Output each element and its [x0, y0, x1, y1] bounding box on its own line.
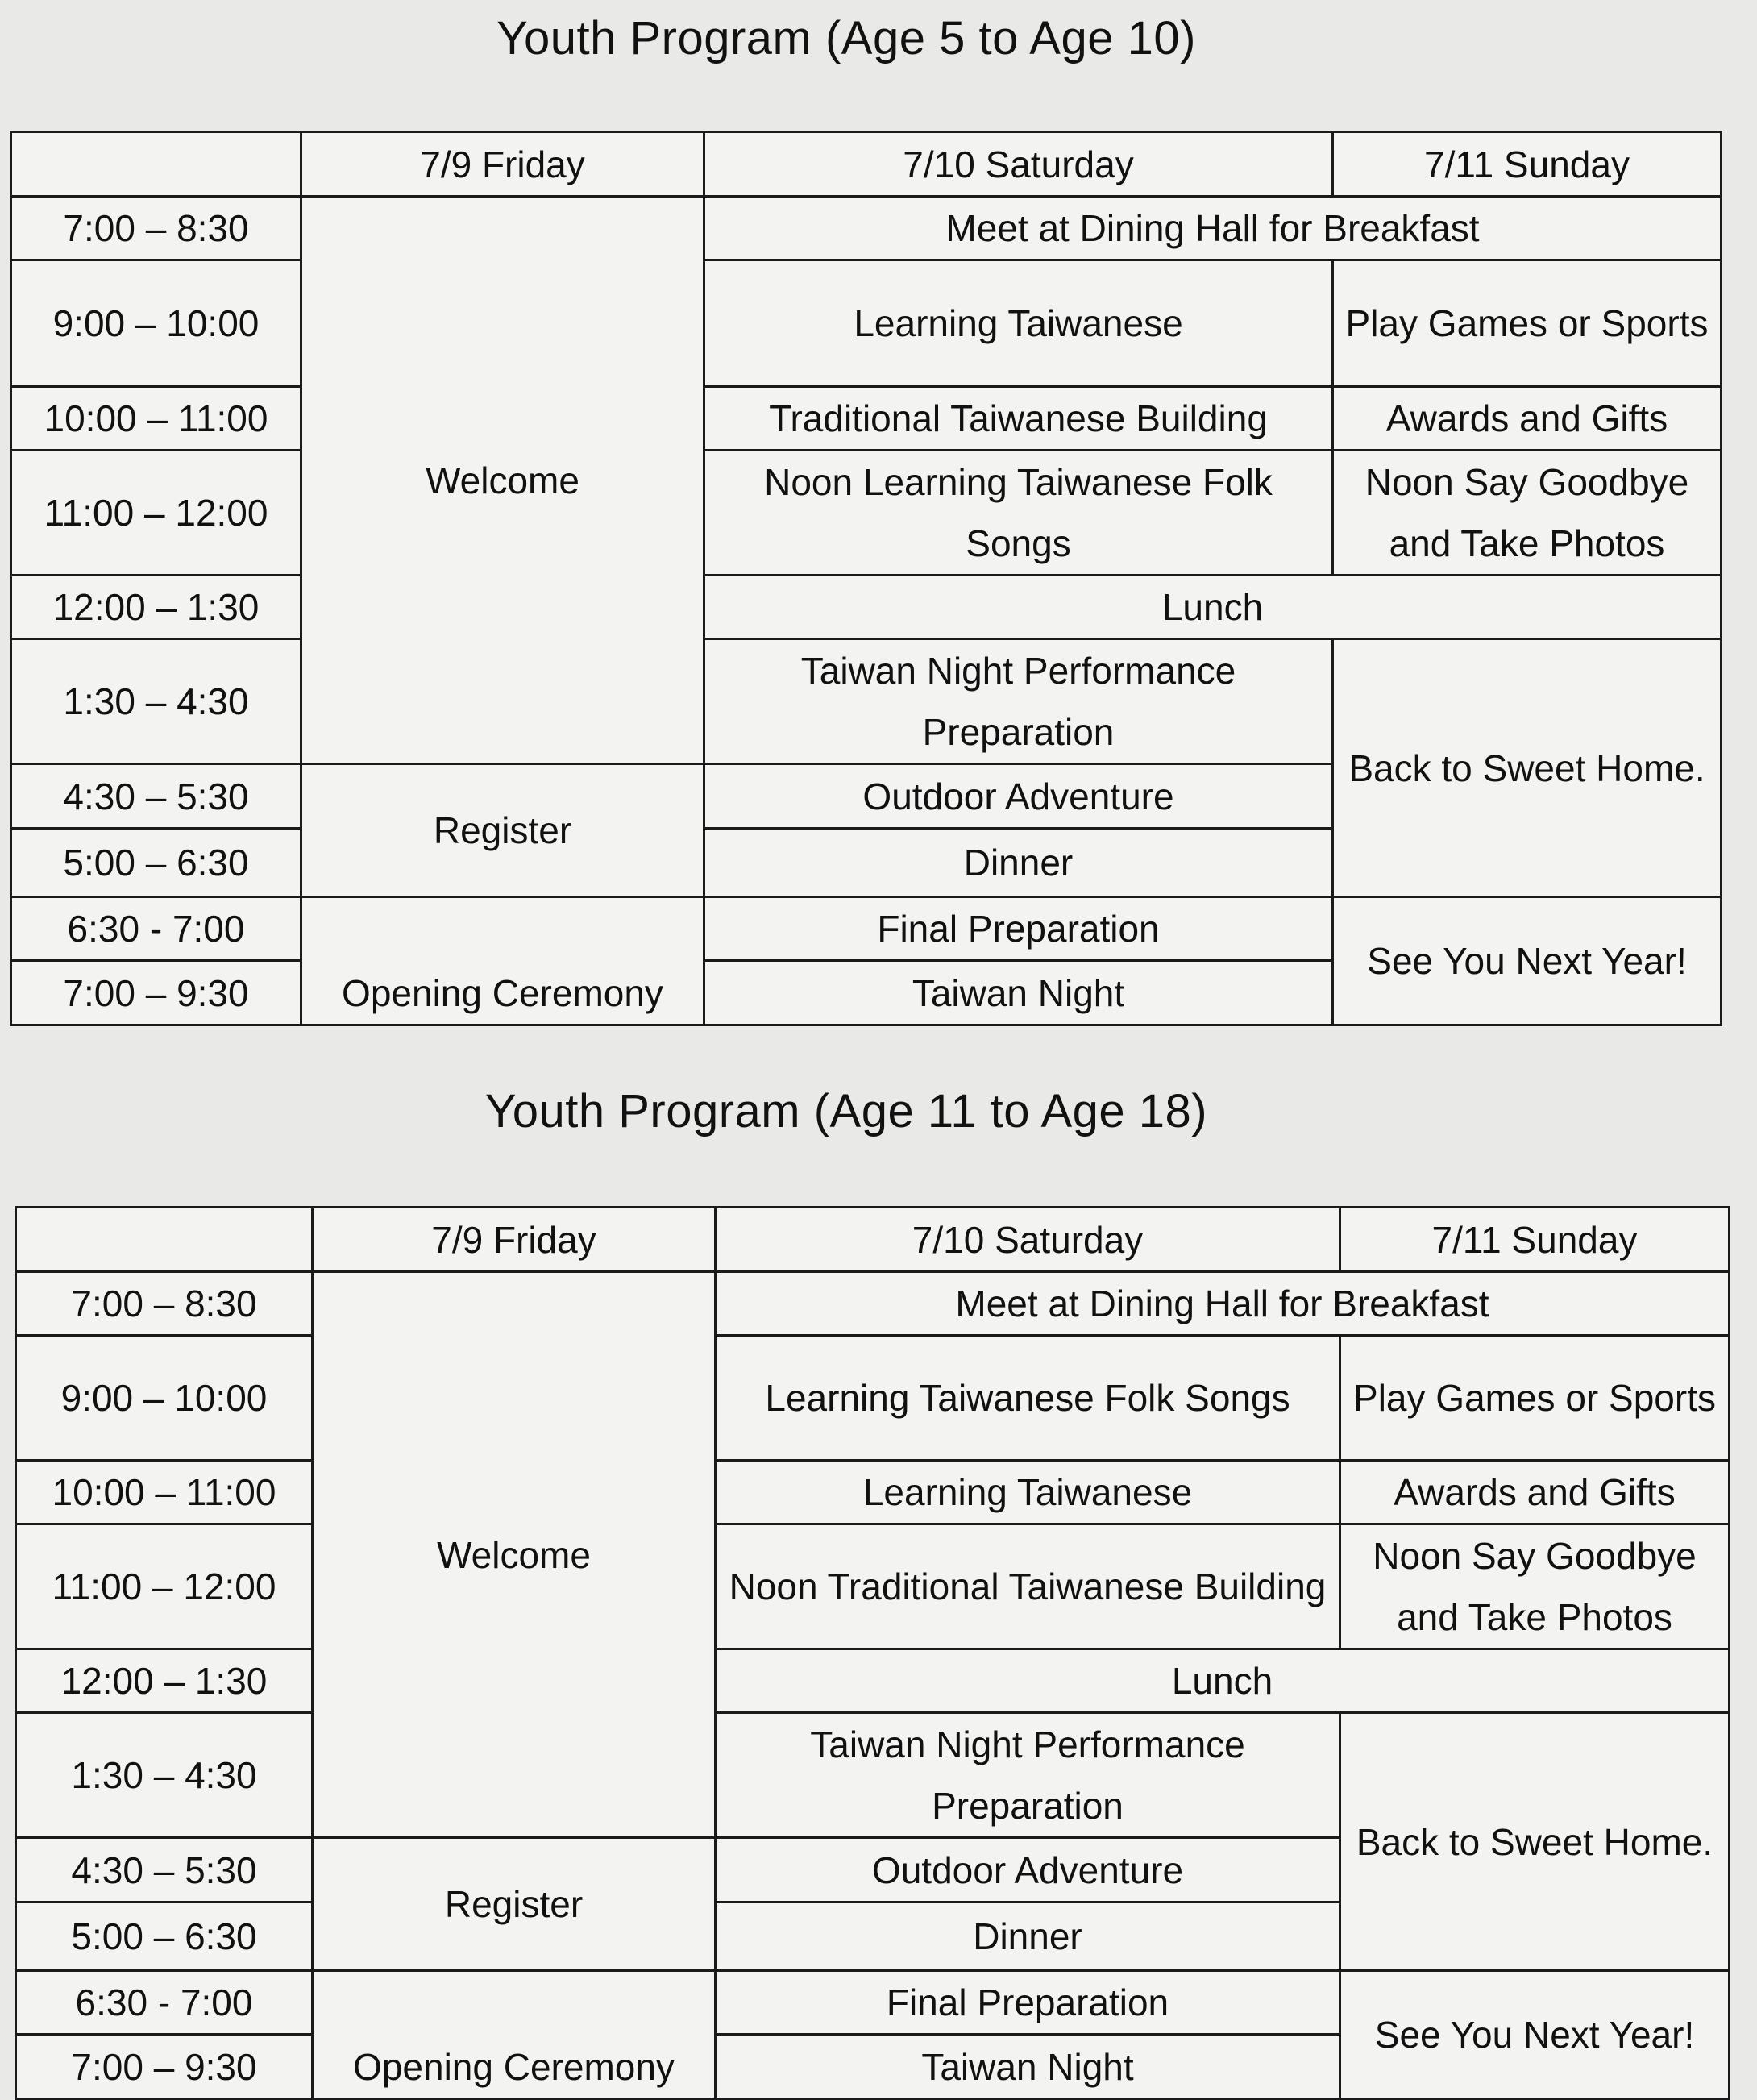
event-cell: Register: [301, 764, 704, 897]
table-row: [16, 1649, 1730, 1713]
time-cell: 1:30 – 4:30: [16, 1713, 313, 1838]
schedule-title: Youth Program (Age 11 to Age 18): [484, 1085, 1208, 1137]
time-cell: 5:00 – 6:30: [16, 1902, 313, 1971]
table-row: [11, 639, 1722, 764]
table-row: [11, 451, 1722, 576]
event-cell: Welcome: [301, 197, 704, 764]
event-cell: Final Preparation: [716, 1971, 1340, 2035]
table-row: [11, 387, 1722, 451]
time-cell: 7:00 – 9:30: [16, 2035, 313, 2099]
event-cell: Dinner: [704, 829, 1333, 897]
corner-cell: [16, 1208, 313, 1272]
time-cell: 5:00 – 6:30: [11, 829, 301, 897]
event-cell: Play Games or Sports: [1333, 260, 1722, 387]
event-cell: Outdoor Adventure: [716, 1838, 1340, 1902]
time-cell: 4:30 – 5:30: [11, 764, 301, 829]
event-cell: Lunch: [716, 1649, 1730, 1713]
table-row: [16, 1713, 1730, 1838]
event-cell: Outdoor Adventure: [704, 764, 1333, 829]
event-cell: Play Games or Sports: [1340, 1336, 1730, 1461]
time-cell: 7:00 – 8:30: [11, 197, 301, 260]
time-cell: 10:00 – 11:00: [16, 1461, 313, 1524]
event-cell: Noon Learning Taiwanese Folk Songs: [704, 451, 1333, 576]
event-cell: Noon Say Goodbye and Take Photos: [1340, 1524, 1730, 1649]
table-row: [16, 1524, 1730, 1649]
event-cell: Awards and Gifts: [1340, 1461, 1730, 1524]
schedule-table: [15, 1206, 1730, 2100]
event-cell: Final Preparation: [704, 897, 1333, 961]
time-cell: 10:00 – 11:00: [11, 387, 301, 451]
event-cell: Noon Traditional Taiwanese Building: [716, 1524, 1340, 1649]
time-cell: 7:00 – 8:30: [16, 1272, 313, 1336]
table-row: [16, 1971, 1730, 2035]
header-row: [16, 1208, 1730, 1272]
day-header: 7/11 Sunday: [1333, 132, 1722, 197]
corner-cell: [11, 132, 301, 197]
time-cell: 11:00 – 12:00: [11, 451, 301, 576]
event-cell: Taiwan Night Performance Preparation: [704, 639, 1333, 764]
table-row: [11, 260, 1722, 387]
event-cell: Back to Sweet Home.: [1340, 1713, 1730, 1971]
day-header: 7/10 Saturday: [716, 1208, 1340, 1272]
table-row: [11, 197, 1722, 260]
event-cell: Traditional Taiwanese Building: [704, 387, 1333, 451]
time-cell: 1:30 – 4:30: [11, 639, 301, 764]
event-cell: Back to Sweet Home.: [1333, 639, 1722, 897]
schedule-table: [10, 131, 1722, 1026]
time-cell: 6:30 - 7:00: [11, 897, 301, 961]
event-cell: Learning Taiwanese Folk Songs: [716, 1336, 1340, 1461]
time-cell: 9:00 – 10:00: [16, 1336, 313, 1461]
time-cell: 4:30 – 5:30: [16, 1838, 313, 1902]
event-cell: Opening Ceremony: [313, 1971, 716, 2099]
time-cell: 11:00 – 12:00: [16, 1524, 313, 1649]
event-cell: Opening Ceremony: [301, 897, 704, 1025]
day-header: 7/9 Friday: [301, 132, 704, 197]
table-row: [11, 897, 1722, 961]
event-cell: Learning Taiwanese: [704, 260, 1333, 387]
event-cell: Dinner: [716, 1902, 1340, 1971]
event-cell: Meet at Dining Hall for Breakfast: [704, 197, 1722, 260]
event-cell: See You Next Year!: [1340, 1971, 1730, 2099]
event-cell: Meet at Dining Hall for Breakfast: [716, 1272, 1730, 1336]
schedule-title: Youth Program (Age 5 to Age 10): [496, 12, 1196, 64]
header-row: [11, 132, 1722, 197]
day-header: 7/11 Sunday: [1340, 1208, 1730, 1272]
time-cell: 12:00 – 1:30: [16, 1649, 313, 1713]
event-cell: Awards and Gifts: [1333, 387, 1722, 451]
table-row: [16, 1461, 1730, 1524]
event-cell: Register: [313, 1838, 716, 1971]
event-cell: Noon Say Goodbye and Take Photos: [1333, 451, 1722, 576]
day-header: 7/9 Friday: [313, 1208, 716, 1272]
event-cell: Taiwan Night Performance Preparation: [716, 1713, 1340, 1838]
event-cell: Taiwan Night: [704, 961, 1333, 1025]
event-cell: Taiwan Night: [716, 2035, 1340, 2099]
table-row: [16, 1272, 1730, 1336]
table-row: [16, 1336, 1730, 1461]
event-cell: See You Next Year!: [1333, 897, 1722, 1025]
time-cell: 6:30 - 7:00: [16, 1971, 313, 2035]
day-header: 7/10 Saturday: [704, 132, 1333, 197]
time-cell: 7:00 – 9:30: [11, 961, 301, 1025]
time-cell: 9:00 – 10:00: [11, 260, 301, 387]
time-cell: 12:00 – 1:30: [11, 576, 301, 639]
event-cell: Lunch: [704, 576, 1722, 639]
event-cell: Welcome: [313, 1272, 716, 1838]
event-cell: Learning Taiwanese: [716, 1461, 1340, 1524]
table-row: [11, 576, 1722, 639]
